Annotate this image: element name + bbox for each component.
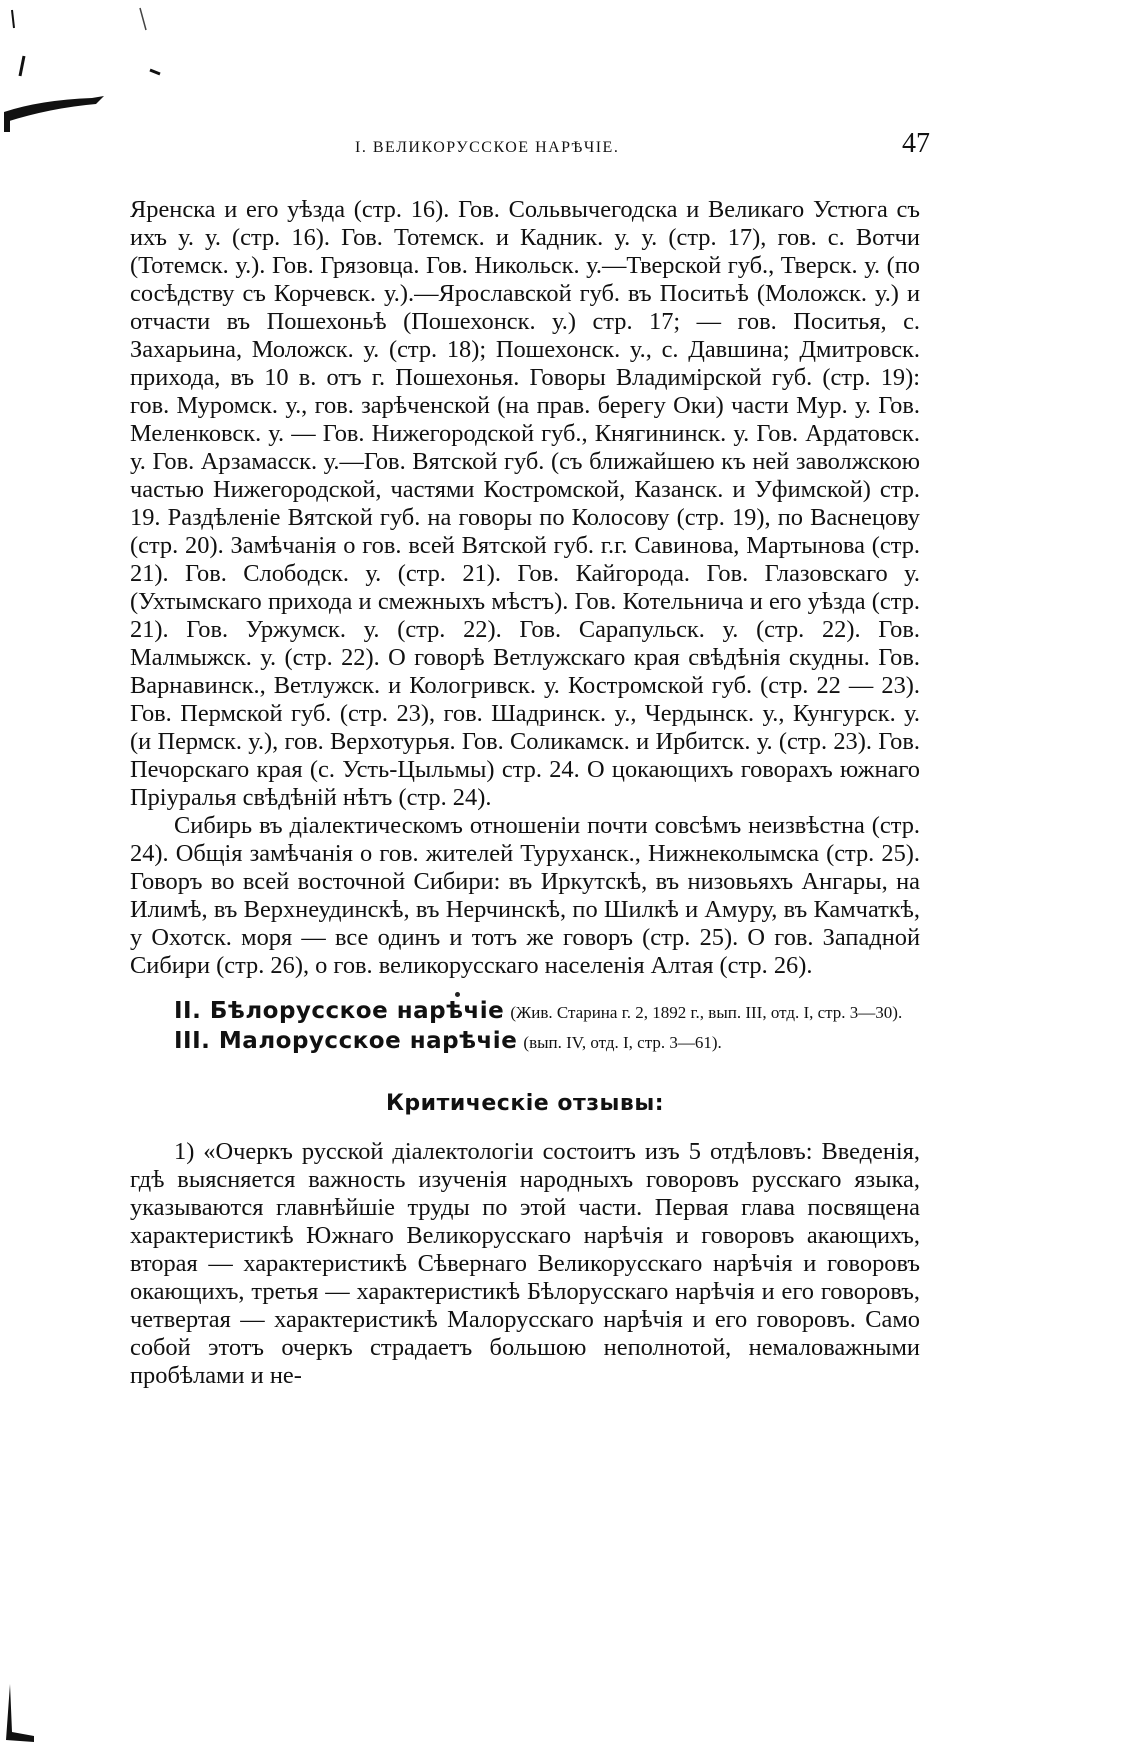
section-title: III. Малорусское нарѣчіе xyxy=(174,1028,518,1054)
running-head: I. ВЕЛИКОРУССКОЕ НАРѢЧІЕ. xyxy=(355,139,620,156)
section-heading-ukrainian xyxy=(130,1027,920,1057)
section-heading-belarusian xyxy=(130,997,920,1027)
body-paragraph: Яренска и его уѣзда (стр. 16). Гов. Сольвычегодска и Великаго Устюга съ ихъ у. у. (стр. 16). Гов. Тотемск. и Кадник. у. у. (стр. 17), гов. с. Вотчи (Тотемск. у.). Гов. Грязовца. Гов. Никольск. у.—Тверской губ., Тверск. у. (по сосѣдству съ Корчевск. у.).—Ярославской губ. въ Поситьѣ (Моложск. у.) и отчасти въ Пошехоньѣ (Пошехонск. у.) стр. 17; — гов. Поситья, с. Захарьина, Моложск. у. (стр. 18); Пошехонск. у., с. Давшина; Дмитровск. прихода, въ 10 в. отъ г. Пошехонья. Говоры Владимірской губ. (стр. 19): гов. Муромск. у., гов. зарѣченской (на прав. берегу Оки) части Мур. у. Гов. Меленковск. у. — Гов. Нижегородской губ., Княгининск. у. Гов. Ардатовск. у. Гов. Арзамасск. у.—Гов. Вятской губ. (съ ближайшею къ ней заволжскою частью Нижегородской, частями Костромской, Казанск. и Уфимской) стр. 19. Раздѣленіе Вятской губ. на говоры по Колосову (стр. 19), по Васнецову (стр. 20). Замѣчанія о гов. всей Вятской губ. г.г. Савинова, Мартынова (стр. 21). Гов. Слободск. у. (стр. 21). Гов. Кайгорода. Гов. Глазовскаго у. (Ухтымскаго прихода и смежныхъ мѣстъ). Гов. Котельнича и его уѣзда (стр. 21). Гов. Уржумск. у. (стр. 22). Гов. Сарапульск. у. (стр. 22). Гов. Малмыжск. у. (стр. 22). О говорѣ Ветлужскаго края свѣдѣнія скудны. Гов. Варнавинск., Ветлужск. и Кологривск. у. Костромской губ. (стр. 22 — 23). Гов. Пермской губ. (стр. 23), гов. Шадринск. у., Чердынск. у., Кунгурск. у. (и Пермск. у.), гов. Верхотурья. Гов. Соликамск. и Ирбитск. у. (стр. 23). Гов. Печорскаго края (с. Усть-Цыльмы) стр. 24. О цокающихъ говорахъ южнаго Пріуралья свѣдѣній нѣтъ (стр. 24). xyxy=(130,196,920,811)
page-header xyxy=(130,128,930,160)
section-reference: (вып. IV, отд. I, стр. 3—61). xyxy=(523,1033,722,1052)
scan-artifact-bottom-left xyxy=(0,1680,60,1750)
body-text xyxy=(130,196,920,1390)
review-quote: 1) «Очеркъ русской діалектологіи состоитъ изъ 5 отдѣловъ: Введенія, гдѣ выясняется важность изученія народныхъ говоровъ русскаго языка, указываются главнѣйшіе труды по этой части. Первая глава посвящена характеристикѣ Южнаго Великорусскаго нарѣчія и говоровъ акающихъ, вторая — характеристикѣ Сѣвернаго Великорусскаго нарѣчія и говоровъ окающихъ, третья — характеристикѣ Бѣлорусскаго нарѣчія и его говоровъ, четвертая — характеристикѣ Малорусскаго нарѣчія и его говоровъ. Само собой этотъ очеркъ страдаетъ большою неполнотой, немаловажными пробѣлами и не- xyxy=(130,1138,920,1389)
section-reference: (Жив. Старина г. 2, 1892 г., вып. III, отд. I, стр. 3—30). xyxy=(510,1003,903,1022)
critical-reviews-heading: Критическіе отзывы: xyxy=(385,1091,665,1116)
scan-artifact-top-left xyxy=(0,0,170,140)
body-paragraph: Сибирь въ діалектическомъ отношеніи почти совсѣмъ неизвѣстна (стр. 24). Общія замѣчанія о гов. жителей Туруханск., Нижнеколымска (стр. 25). Говоръ во всей восточной Сибири: въ Иркутскѣ, въ низовьяхъ Ангары, на Илимѣ, въ Верхнеудинскѣ, въ Нерчинскѣ, по Шилкѣ и Амуру, въ Камчаткѣ, у Охотск. моря — все одинъ и тотъ же говоръ (стр. 25). О гов. Западной Сибири (стр. 26), о гов. великорусскаго населенія Алтая (стр. 26). xyxy=(130,812,920,979)
section-title: II. Бѣлорусское нарѣчіе xyxy=(174,998,505,1024)
page-number: 47 xyxy=(902,128,930,159)
